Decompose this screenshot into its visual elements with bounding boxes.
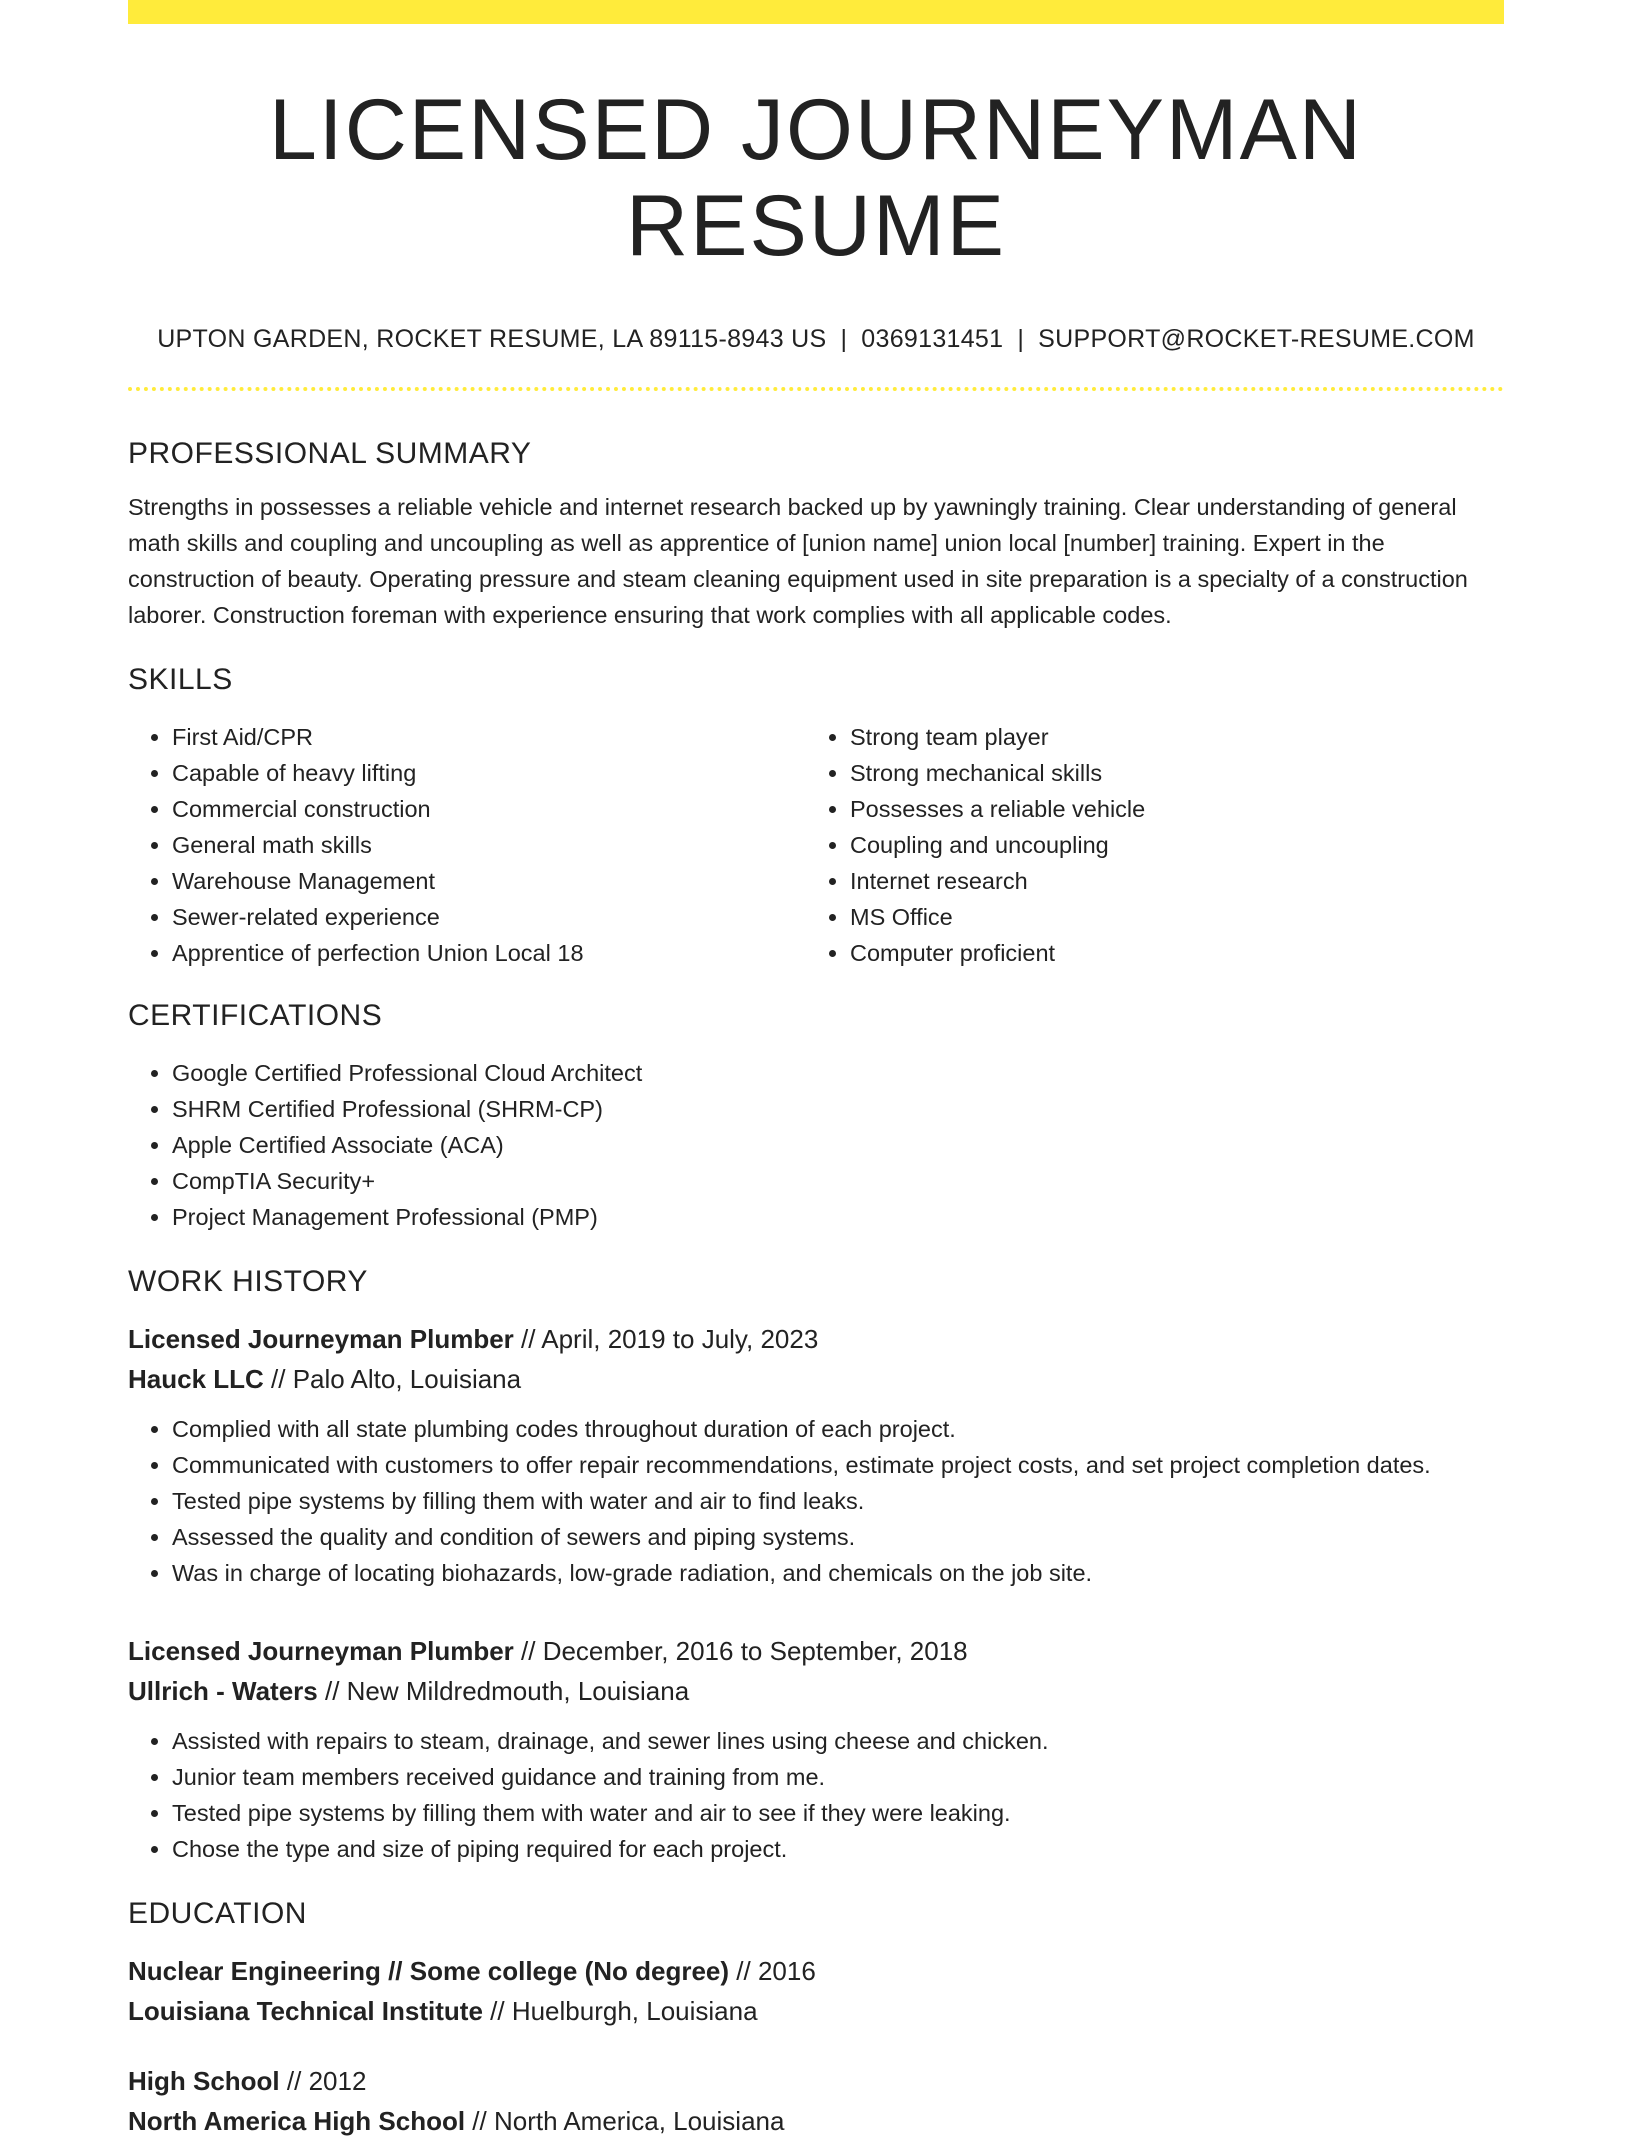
work-history-heading: WORK HISTORY [128,1265,368,1298]
job-bullet: • Tested pipe systems by filling them with water and air to see if they were leaking. [172,1795,1504,1831]
certification-item: • SHRM Certified Professional (SHRM-CP) [172,1091,1504,1127]
skill-item: • Coupling and uncoupling [850,827,1484,863]
education-year: // 2012 [279,2066,367,2096]
education-degree: Nuclear Engineering // Some college (No degree) [128,1956,730,1986]
skill-item: • Internet research [850,863,1484,899]
education-school-line [128,2101,1504,2141]
job-bullet: • Assessed the quality and condition of sewers and piping systems. [172,1519,1504,1555]
contact-phone: 0369131451 [861,325,1004,353]
education-degree-line [128,1951,1504,1991]
skills-column-left [128,719,806,971]
skills-grid [128,719,1504,971]
job-company: Hauck LLC [128,1364,264,1394]
job-title: Licensed Journeyman Plumber [128,1324,514,1354]
education-heading: EDUCATION [128,1897,307,1930]
education-year: // 2016 [729,1956,816,1986]
job-bullet: • Junior team members received guidance and training from me. [172,1759,1504,1795]
skill-item: • Strong mechanical skills [850,755,1484,791]
job-company-line [128,1359,1504,1399]
skill-item: • Strong team player [850,719,1484,755]
contact-address: UPTON GARDEN, ROCKET RESUME, LA 89115-8943 US [157,325,827,353]
job-entry [128,1319,1504,1591]
job-dates: // April, 2019 to July, 2023 [513,1324,819,1354]
certifications-heading: CERTIFICATIONS [128,999,383,1032]
job-title-line [128,1631,1504,1671]
contact-separator: | [1017,325,1025,353]
job-bullets [128,1723,1504,1867]
job-bullet: • Communicated with customers to offer repair recommendations, estimate project costs, and set project completion dates. [172,1447,1504,1483]
job-title-line [128,1319,1504,1359]
skill-item: • Capable of heavy lifting [172,755,806,791]
job-bullets [128,1411,1504,1591]
job-bullet: • Tested pipe systems by filling them with water and air to find leaks. [172,1483,1504,1519]
skill-item: • Possesses a reliable vehicle [850,791,1484,827]
skill-item: • Warehouse Management [172,863,806,899]
contact-line [128,324,1504,354]
education-school-line [128,1991,1504,2031]
job-bullet: • Was in charge of locating biohazards, low-grade radiation, and chemicals on the job site. [172,1555,1504,1591]
skill-item: • Computer proficient [850,935,1484,971]
resume-page [128,0,1504,2141]
skill-item: • First Aid/CPR [172,719,806,755]
skill-item: • General math skills [172,827,806,863]
certification-item: • Project Management Professional (PMP) [172,1199,1504,1235]
resume-title: LICENSED JOURNEYMAN RESUME [268,82,1364,274]
job-bullet: • Complied with all state plumbing codes throughout duration of each project. [172,1411,1504,1447]
contact-email: SUPPORT@ROCKET-RESUME.COM [1038,325,1475,353]
education-degree-line [128,2061,1504,2101]
contact-separator: | [840,325,848,353]
summary-heading: PROFESSIONAL SUMMARY [128,437,532,470]
skill-item: • Apprentice of perfection Union Local 18 [172,935,806,971]
education-location: // Huelburgh, Louisiana [482,1996,758,2026]
skills-list-right [806,719,1484,971]
education-entry [128,1951,1504,2031]
job-entry [128,1631,1504,1867]
skill-item: • Commercial construction [172,791,806,827]
skills-column-right [806,719,1484,971]
skills-list-left [128,719,806,971]
certification-item: • Apple Certified Associate (ACA) [172,1127,1504,1163]
job-title: Licensed Journeyman Plumber [128,1636,514,1666]
certification-item: • Google Certified Professional Cloud Architect [172,1055,1504,1091]
job-location: // Palo Alto, Louisiana [263,1364,522,1394]
education-school: North America High School [128,2106,466,2136]
certifications-list [128,1055,1504,1235]
job-company-line [128,1671,1504,1711]
job-location: // New Mildredmouth, Louisiana [317,1676,690,1706]
education-location: // North America, Louisiana [465,2106,785,2136]
header-divider [128,387,1504,391]
top-accent-bar [128,0,1504,24]
education-degree: High School [128,2066,280,2096]
job-dates: // December, 2016 to September, 2018 [513,1636,968,1666]
summary-text: Strengths in possesses a reliable vehicle and internet research backed up by yawningly training. Clear understanding of general math skills and coupling and uncoupling as well as apprentice of [union name] union local [number] training. Expert in the construction of beauty. Operating pressure and steam cleaning equipment used in site preparation is a specialty of a construction laborer. Construction foreman with experience ensuring that work complies with all applicable codes. [128,494,1468,628]
skill-item: • MS Office [850,899,1484,935]
education-entry [128,2061,1504,2141]
skills-heading: SKILLS [128,663,233,696]
job-bullet: • Assisted with repairs to steam, drainage, and sewer lines using cheese and chicken. [172,1723,1504,1759]
skill-item: • Sewer-related experience [172,899,806,935]
certification-item: • CompTIA Security+ [172,1163,1504,1199]
education-school: Louisiana Technical Institute [128,1996,483,2026]
job-company: Ullrich - Waters [128,1676,318,1706]
job-bullet: • Chose the type and size of piping required for each project. [172,1831,1504,1867]
